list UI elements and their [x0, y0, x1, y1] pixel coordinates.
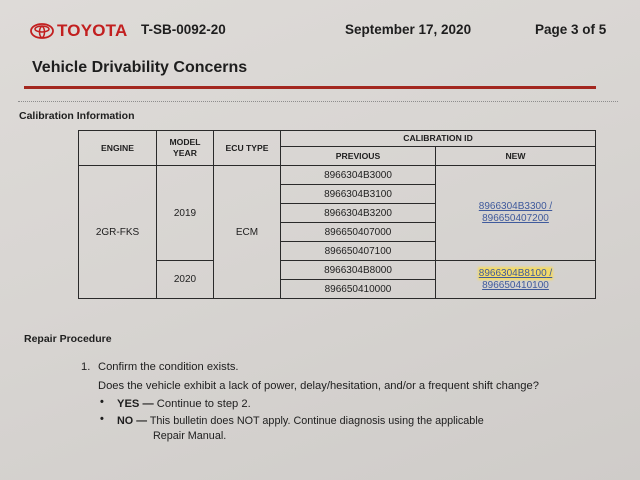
previous-id-cell: 896650407100 [281, 242, 436, 261]
no-text: This bulletin does NOT apply. Continue diagnosis using the applicable [149, 415, 484, 427]
previous-id-cell: 8966304B3100 [281, 185, 436, 204]
header-previous: PREVIOUS [281, 147, 436, 166]
bullet-icon: • [100, 396, 104, 408]
step-number: 1. [81, 361, 91, 373]
page-number: Page 3 of 5 [535, 22, 607, 37]
yes-label: YES — [117, 398, 154, 410]
header-engine: ENGINE [79, 131, 157, 166]
year-cell-2020: 2020 [157, 261, 214, 299]
step-question: Does the vehicle exhibit a lack of power, delay/hesitation, and/or a frequent shift change? [98, 380, 539, 392]
header-model-year: MODEL YEAR [157, 131, 214, 166]
header-calibration-id: CALIBRATION ID [281, 131, 596, 147]
year-cell-2019: 2019 [157, 166, 214, 261]
repair-section-title: Repair Procedure [24, 333, 112, 345]
previous-id-cell: 8966304B3000 [281, 166, 436, 185]
new-id-link-highlighted[interactable]: 8966304B8100 / [478, 267, 553, 279]
calibration-section-title: Calibration Information [19, 110, 135, 122]
new-id-link[interactable]: 896650407200 [482, 213, 549, 224]
no-text-continued: Repair Manual. [153, 430, 227, 442]
table-row [79, 261, 596, 280]
ecu-type-cell: ECM [214, 166, 281, 299]
step-text: Confirm the condition exists. [98, 361, 239, 373]
yes-option [117, 398, 251, 410]
calibration-table [78, 130, 596, 299]
no-label: NO — [117, 415, 147, 427]
brand-name: TOYOTA [57, 21, 128, 40]
no-option [117, 415, 484, 427]
previous-id-cell: 896650410000 [281, 280, 436, 299]
engine-cell: 2GR-FKS [79, 166, 157, 299]
table-row [79, 166, 596, 185]
new-id-cell-2020[interactable] [436, 261, 596, 299]
new-id-cell-2019[interactable]: 8966304B3300 / 896650407200 [436, 166, 596, 261]
yes-text: Continue to step 2. [156, 398, 251, 410]
table-header-row [79, 131, 596, 147]
header-ecu-type: ECU TYPE [214, 131, 281, 166]
page-title: Vehicle Drivability Concerns [32, 59, 248, 76]
toyota-logo [30, 21, 127, 41]
new-id-link[interactable]: 8966304B3300 [478, 201, 547, 212]
previous-id-cell: 8966304B3200 [281, 204, 436, 223]
toyota-emblem-icon [30, 23, 54, 39]
bullet-icon: • [100, 413, 104, 425]
previous-id-cell: 896650407000 [281, 223, 436, 242]
new-id-link[interactable]: 896650410100 [482, 279, 549, 291]
title-divider [24, 86, 596, 89]
header-new: NEW [436, 147, 596, 166]
dotted-divider [18, 101, 618, 102]
bulletin-id: T-SB-0092-20 [141, 22, 226, 37]
bulletin-date: September 17, 2020 [345, 22, 472, 37]
previous-id-cell: 8966304B8000 [281, 261, 436, 280]
new-id-link[interactable]: 8966304B8100 [478, 267, 547, 279]
